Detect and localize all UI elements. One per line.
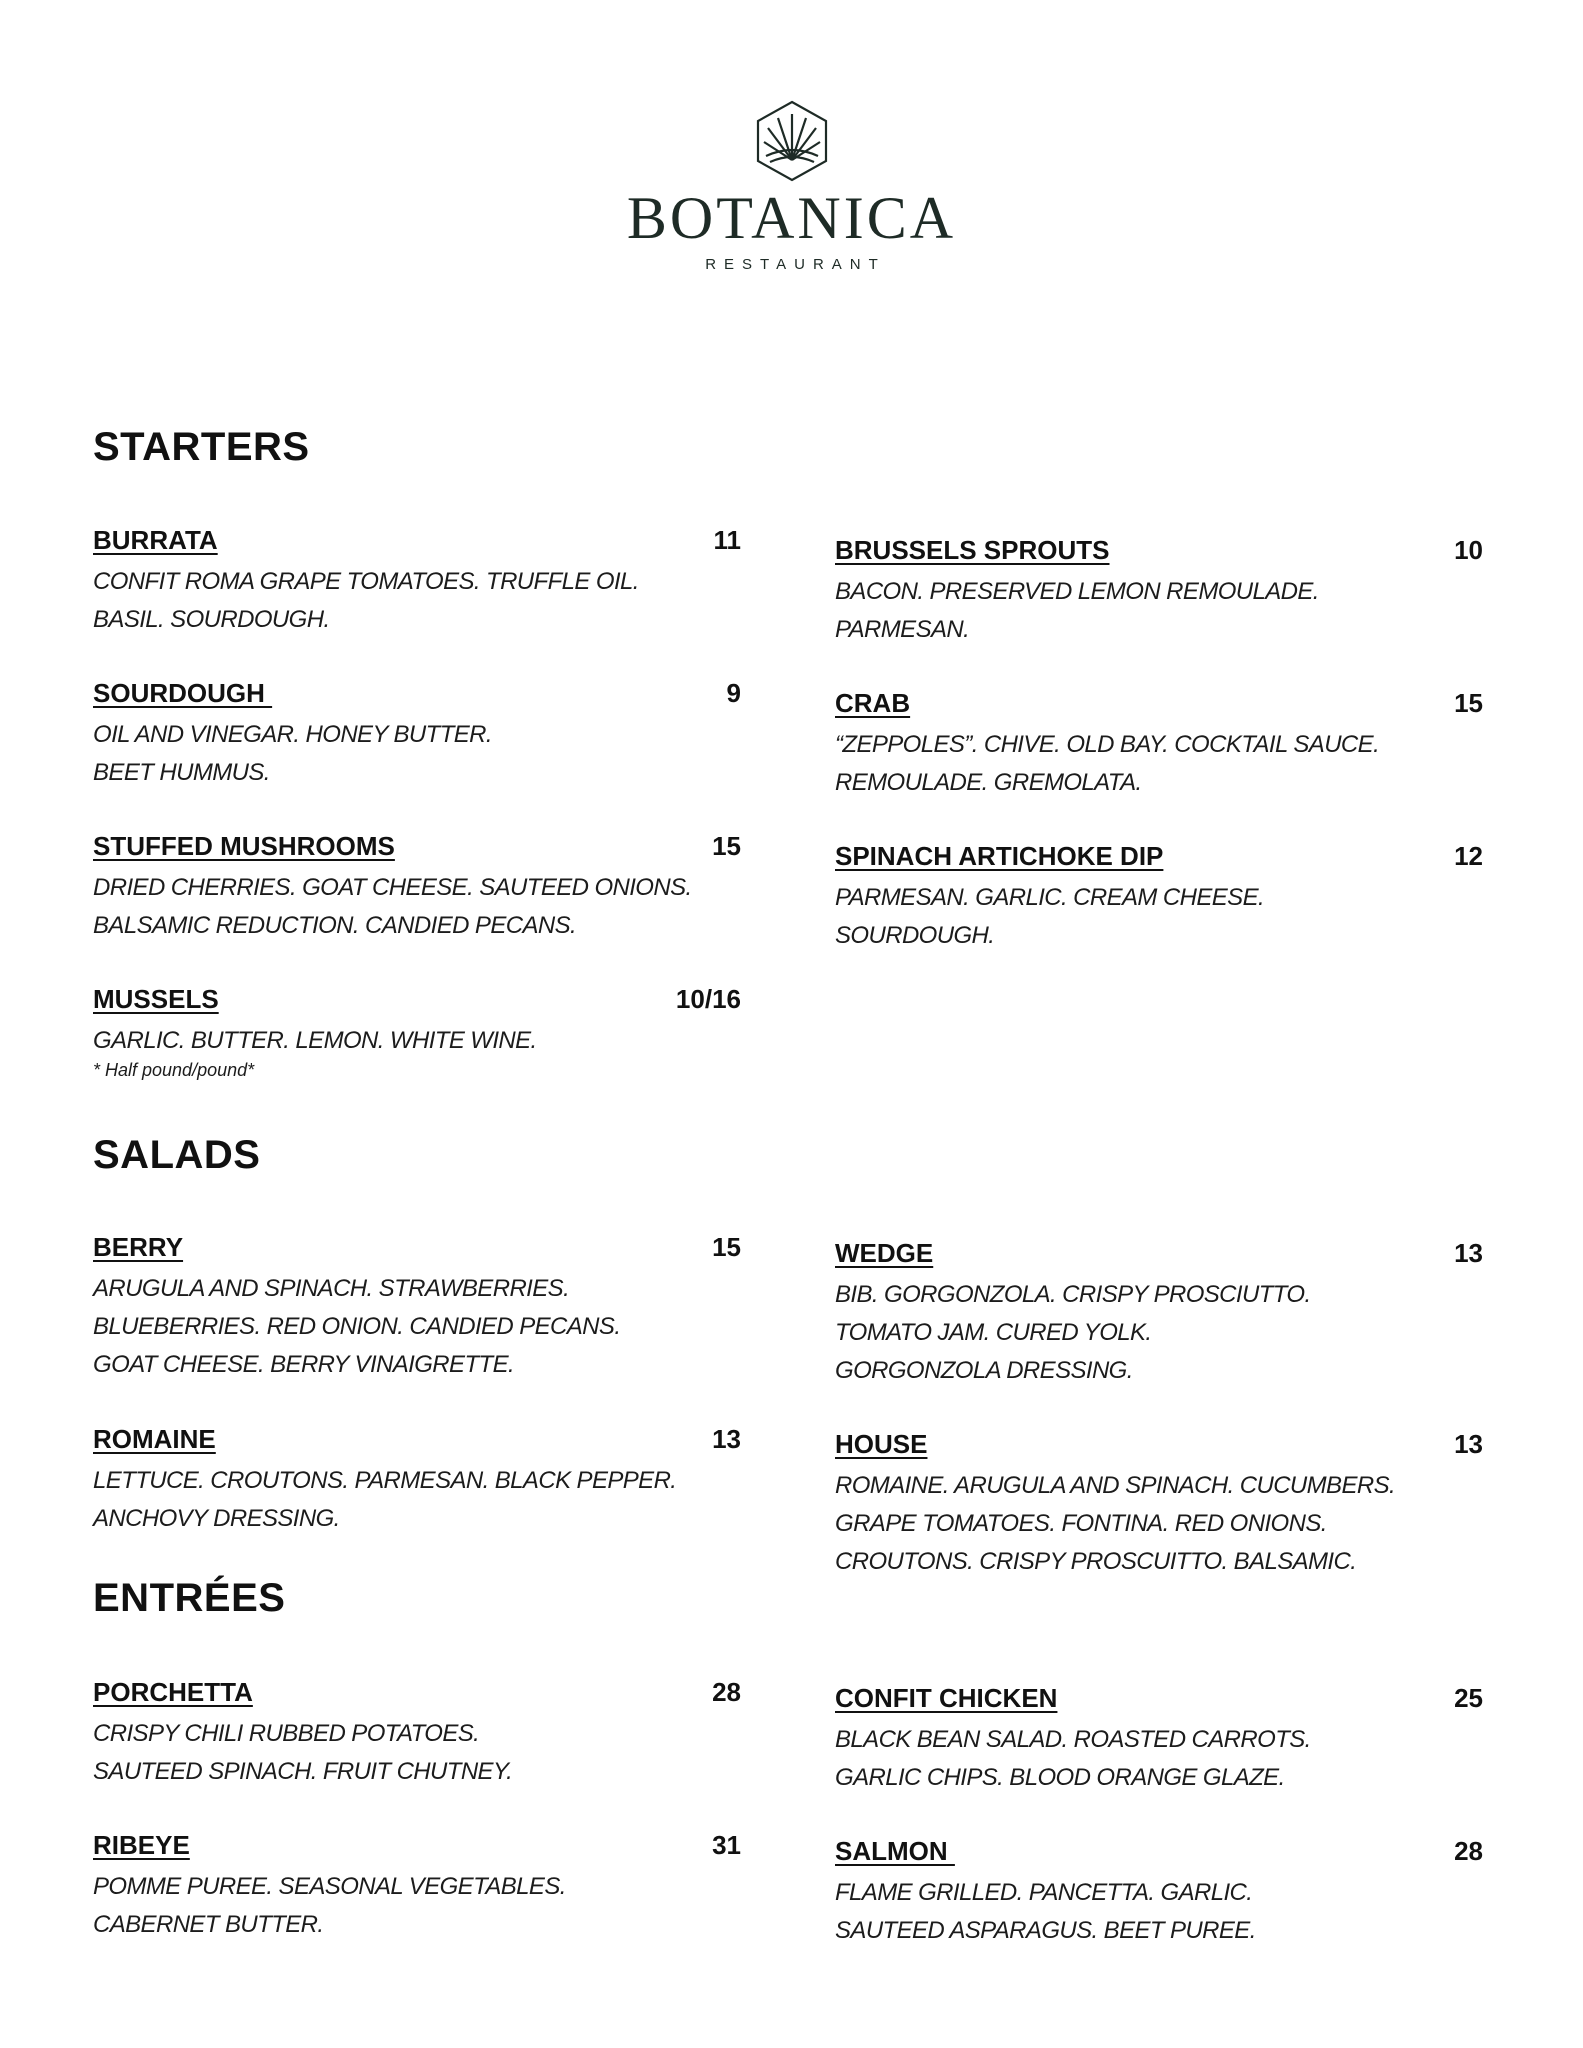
item-description: OIL AND VINEGAR. HONEY BUTTER. BEET HUMMUS. (93, 721, 492, 786)
item-description: CONFIT ROMA GRAPE TOMATOES. TRUFFLE OIL. BASIL. SOURDOUGH. (93, 568, 639, 633)
item-price: 10/16 (675, 984, 741, 1014)
item-name: ROMAINE (93, 1424, 216, 1454)
item-name: CRAB (835, 688, 911, 718)
menu-item (93, 1424, 741, 1538)
menu-item (835, 1429, 1483, 1581)
item-description: BACON. PRESERVED LEMON REMOULADE. PARMESAN. (835, 578, 1319, 643)
item-price: 31 (712, 1830, 741, 1860)
item-description: “ZEPPOLES”. CHIVE. OLD BAY. COCKTAIL SAUCE. REMOULADE. GREMOLATA. (835, 731, 1380, 796)
section-title-salads: SALADS (93, 1133, 261, 1177)
menu-item (93, 831, 741, 945)
item-name: SALMON (835, 1836, 955, 1866)
menu-item (93, 1677, 741, 1791)
menu-item (93, 678, 741, 792)
item-description: GARLIC. BUTTER. LEMON. WHITE WINE. (93, 1027, 537, 1054)
menu-item (835, 841, 1483, 955)
item-description: PARMESAN. GARLIC. CREAM CHEESE. SOURDOUGH. (835, 884, 1265, 949)
menu-item (835, 1683, 1483, 1797)
item-price: 15 (712, 831, 741, 861)
menu-item (93, 1830, 741, 1944)
item-name: SOURDOUGH (93, 678, 273, 708)
item-price: 28 (712, 1677, 741, 1707)
item-description: BLACK BEAN SALAD. ROASTED CARROTS. GARLIC CHIPS. BLOOD ORANGE GLAZE. (835, 1726, 1311, 1791)
item-name: BRUSSELS SPROUTS (835, 535, 1110, 565)
item-name: BERRY (93, 1232, 184, 1262)
item-description: BIB. GORGONZOLA. CRISPY PROSCIUTTO. TOMATO JAM. CURED YOLK. GORGONZOLA DRESSING. (835, 1281, 1311, 1384)
logo-subtitle: RESTAURANT (705, 256, 886, 273)
item-description: DRIED CHERRIES. GOAT CHEESE. SAUTEED ONIONS. BALSAMIC REDUCTION. CANDIED PECANS. (93, 874, 692, 939)
item-description: CRISPY CHILI RUBBED POTATOES. SAUTEED SPINACH. FRUIT CHUTNEY. (93, 1720, 513, 1785)
section-title-starters: STARTERS (93, 425, 310, 469)
item-name: PORCHETTA (93, 1677, 253, 1707)
item-name: HOUSE (835, 1429, 928, 1459)
palm-leaf-hexagon-icon (756, 100, 828, 182)
menu-item (835, 1238, 1483, 1390)
item-price: 15 (1454, 688, 1483, 718)
menu-item (93, 1232, 741, 1384)
menu-item (835, 535, 1483, 649)
item-description: FLAME GRILLED. PANCETTA. GARLIC. SAUTEED ASPARAGUS. BEET PUREE. (835, 1879, 1256, 1944)
section-title-entrees: ENTRÉES (93, 1576, 286, 1620)
item-price: 25 (1454, 1683, 1483, 1713)
item-price: 15 (712, 1232, 741, 1262)
item-name: STUFFED MUSHROOMS (93, 831, 395, 861)
item-price: 28 (1454, 1836, 1483, 1866)
item-price: 9 (726, 678, 741, 708)
item-description: ROMAINE. ARUGULA AND SPINACH. CUCUMBERS. GRAPE TOMATOES. FONTINA. RED ONIONS. CROUTONS. CRISPY PROSCUITTO. BALSAMIC. (835, 1472, 1396, 1575)
item-description: ARUGULA AND SPINACH. STRAWBERRIES. BLUEBERRIES. RED ONION. CANDIED PECANS. GOAT CHEESE. BERRY VINAIGRETTE. (93, 1275, 621, 1378)
item-name: SPINACH ARTICHOKE DIP (835, 841, 1164, 871)
item-name: RIBEYE (93, 1830, 190, 1860)
item-price: 11 (713, 525, 741, 555)
item-description: LETTUCE. CROUTONS. PARMESAN. BLACK PEPPER. ANCHOVY DRESSING. (93, 1467, 677, 1532)
restaurant-logo (0, 100, 1583, 273)
item-price: 13 (1454, 1238, 1483, 1268)
item-name: MUSSELS (93, 984, 219, 1014)
menu-item (835, 1836, 1483, 1950)
menu-item (93, 984, 741, 1081)
item-name: BURRATA (93, 525, 218, 555)
item-name: CONFIT CHICKEN (835, 1683, 1058, 1713)
menu-item (835, 688, 1483, 802)
item-price: 12 (1454, 841, 1483, 871)
item-price: 13 (712, 1424, 741, 1454)
item-price: 13 (1454, 1429, 1483, 1459)
item-description: POMME PUREE. SEASONAL VEGETABLES. CABERNET BUTTER. (93, 1873, 566, 1938)
logo-wordmark: BOTANICA (626, 185, 957, 251)
item-price: 10 (1454, 535, 1483, 565)
menu-item (93, 525, 741, 639)
item-name: WEDGE (835, 1238, 934, 1268)
item-note: * Half pound/pound* (93, 1060, 255, 1080)
